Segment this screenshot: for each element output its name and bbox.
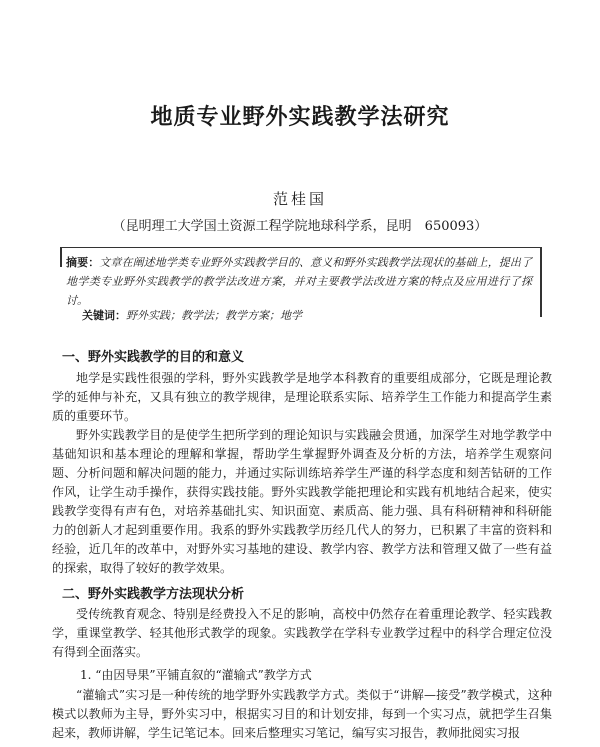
abstract-top-rule (60, 247, 542, 248)
paragraph: 野外实践教学目的是使学生把所学到的理论知识与实践融会贯通，加深学生对地学教学中基础知识和基本理论的理解和掌握，帮助学生掌握野外调查及分析的方法，培养学生观察问题、分析问题和解决问题的能力，并通过实际训练培养学生严谨的科学态度和刻苦钻研的工作作风，让学生动手操作，获得实践技能。野外实践教学能把理论和实践有机地结合起来，使实践教学变得有声有色，对培养基础扎实、知识面宽、素质高、能力强、具有科研精神和科研能力的创新人才起到重要作用。我系的野外实践教学历经几代人的努力，已积累了丰富的资料和经验，近几年的改革中，对野外实习基地的建设、教学内容、教学方法和管理又做了一些有益的探索，取得了较好的教学效果。 (52, 428, 552, 575)
abstract (66, 253, 532, 310)
keywords (82, 307, 532, 323)
abstract-left-rule (60, 247, 62, 267)
section-1-heading: 一、野外实践教学的目的和意义 (62, 350, 245, 365)
abstract-box (60, 247, 542, 325)
keywords-text: 野外实践；教学法；教学方案；地学 (126, 309, 302, 322)
subsection-1-body (52, 686, 552, 743)
paper-title: 地质专业野外实践教学法研究 (150, 105, 450, 130)
abstract-text: 文章在阐述地学类专业野外实践教学目的、意义和野外实践教学法现状的基础上，提出了地学类专业野外实践教学的教学法改进方案，并对主要教学法改进方案的特点及应用进行了探讨。 (66, 256, 533, 307)
subsection-1-heading: 1. “由因导果”平铺直叙的“灌输式”教学方式 (80, 668, 312, 682)
keywords-label: 关键词： (82, 309, 126, 322)
paragraph: 地学是实践性很强的学科，野外实践教学是地学本科教育的重要组成部分，它既是理论教学的延伸与补充，又具有独立的教学规律，是理论联系实际、培养学生工作能力和提高学生素质的重要环节。 (52, 371, 552, 423)
section-2-body (52, 605, 552, 662)
author-name: 范桂国 (272, 190, 327, 208)
author-affiliation: （昆明理工大学国土资源工程学院地球科学系，昆明 650093） (112, 219, 488, 234)
section-2-heading: 二、野外实践教学方法现状分析 (62, 587, 245, 602)
paragraph: 受传统教育观念、特别是经费投入不足的影响，高校中仍然存在着重理论教学、轻实践教学，重课堂教学、轻其他形式教学的现象。实践教学在学科专业教学过程中的科学合理定位没有得到全面落实。 (52, 607, 552, 659)
abstract-label: 摘要： (66, 256, 100, 269)
abstract-right-rule (540, 247, 542, 317)
section-1-body (52, 369, 552, 578)
paragraph: “灌输式”实习是一种传统的地学野外实践教学方式。类似于“讲解—接受”教学模式，这种模式以教师为主导，野外实习中，根据实习目的和计划安排，每到一个实习点，就把学生召集起来，教师讲解，学生记笔记本。回来后整理实习笔记，编写实习报告，教师批阅实习报 (52, 688, 552, 740)
